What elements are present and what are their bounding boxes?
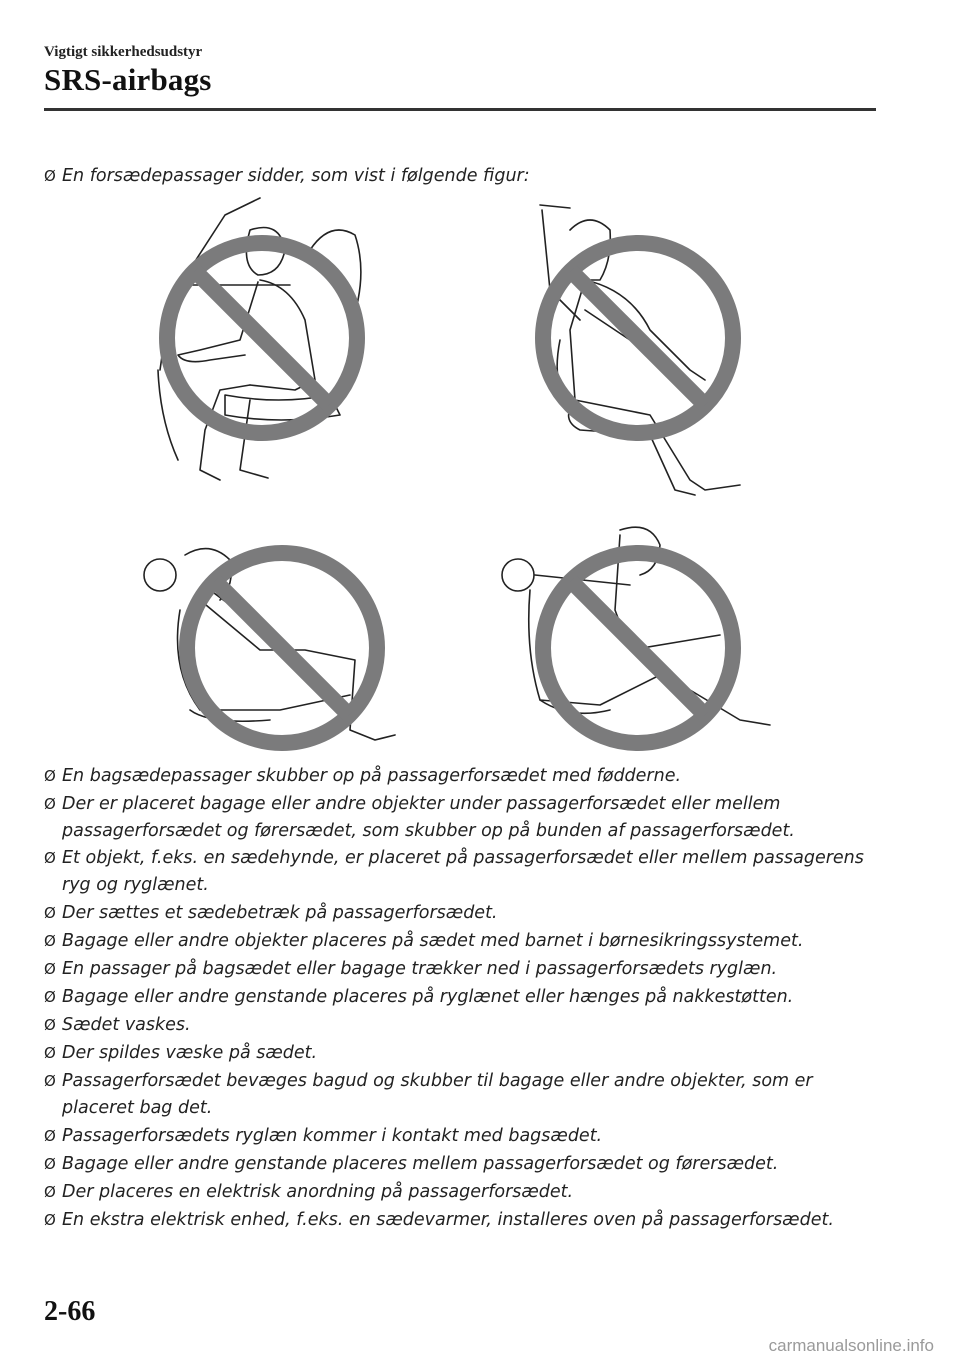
bullet-arrow-icon: Ø	[44, 1016, 56, 1034]
bullet-text: Bagage eller andre genstande placeres mellem passagerforsædet og førersædet.	[62, 1154, 779, 1174]
prohibition-sign-icon	[543, 553, 733, 743]
page-title: SRS-airbags	[44, 62, 212, 97]
list-item	[44, 763, 864, 790]
list-item	[44, 791, 864, 845]
list-item	[44, 1012, 864, 1039]
bullet-text: En passager på bagsædet eller bagage trækker ned i passagerforsædets ryglæn.	[62, 959, 778, 979]
bullet-arrow-icon: Ø	[44, 1183, 56, 1201]
list-item	[44, 845, 864, 899]
list-item	[44, 1207, 864, 1234]
bullet-arrow-icon: Ø	[44, 1072, 56, 1090]
bullet-text: Passagerforsædet bevæges bagud og skubber til bagage eller andre objekter, som er placeret bag det.	[62, 1071, 813, 1118]
bullet-text: Der er placeret bagage eller andre objekter under passagerforsædet eller mellem passagerforsædet og førersædet, som skubber op på bunden af passagerforsædet.	[62, 794, 795, 841]
bullet-arrow-icon: Ø	[44, 849, 56, 867]
list-item	[44, 928, 864, 955]
bullet-arrow-icon: Ø	[44, 167, 56, 185]
list-item	[44, 1151, 864, 1178]
title-divider	[44, 108, 876, 111]
bullet-text: Bagage eller andre objekter placeres på sædet med barnet i børnesikringssystemet.	[62, 931, 804, 951]
prohibited-postures-figure	[130, 190, 810, 770]
bullet-arrow-icon: Ø	[44, 767, 56, 785]
list-item	[44, 984, 864, 1011]
bullet-text: Sædet vaskes.	[62, 1015, 191, 1035]
list-item	[44, 1123, 864, 1150]
bullet-text: Der sættes et sædebetræk på passagerforsædet.	[62, 903, 498, 923]
bullet-text: Der spildes væske på sædet.	[62, 1043, 318, 1063]
bullet-text: En ekstra elektrisk enhed, f.eks. en sædevarmer, installeres oven på passagerforsædet.	[62, 1210, 834, 1230]
bullet-text: En bagsædepassager skubber op på passagerforsædet med fødderne.	[62, 766, 682, 786]
bullet-arrow-icon: Ø	[44, 988, 56, 1006]
bullet-arrow-icon: Ø	[44, 795, 56, 813]
intro-bullet	[44, 163, 864, 190]
bullet-arrow-icon: Ø	[44, 1155, 56, 1173]
bullet-text: Et objekt, f.eks. en sædehynde, er placeret på passagerforsædet eller mellem passagerens ryg og ryglænet.	[62, 848, 864, 895]
bullet-arrow-icon: Ø	[44, 932, 56, 950]
bullet-arrow-icon: Ø	[44, 960, 56, 978]
prohibition-sign-icon	[543, 243, 733, 433]
bullet-arrow-icon: Ø	[44, 904, 56, 922]
list-item	[44, 956, 864, 983]
list-item	[44, 1179, 864, 1206]
bullet-arrow-icon: Ø	[44, 1211, 56, 1229]
bullet-arrow-icon: Ø	[44, 1044, 56, 1062]
watermark[interactable]: carmanualsonline.info	[768, 1336, 934, 1355]
list-item	[44, 1068, 864, 1122]
prohibition-sign-icon	[167, 243, 357, 433]
bullet-text: Der placeres en elektrisk anordning på passagerforsædet.	[62, 1182, 574, 1202]
bullet-text: En forsædepassager sidder, som vist i følgende figur:	[62, 166, 530, 186]
bullet-arrow-icon: Ø	[44, 1127, 56, 1145]
list-item	[44, 900, 864, 927]
prohibition-sign-icon	[187, 553, 377, 743]
page-number: 2-66	[44, 1296, 96, 1327]
bullet-text: Passagerforsædets ryglæn kommer i kontakt med bagsædet.	[62, 1126, 603, 1146]
section-label: Vigtigt sikkerhedsudstyr	[44, 44, 203, 60]
list-item	[44, 1040, 864, 1067]
bullet-text: Bagage eller andre genstande placeres på ryglænet eller hænges på nakkestøtten.	[62, 987, 794, 1007]
